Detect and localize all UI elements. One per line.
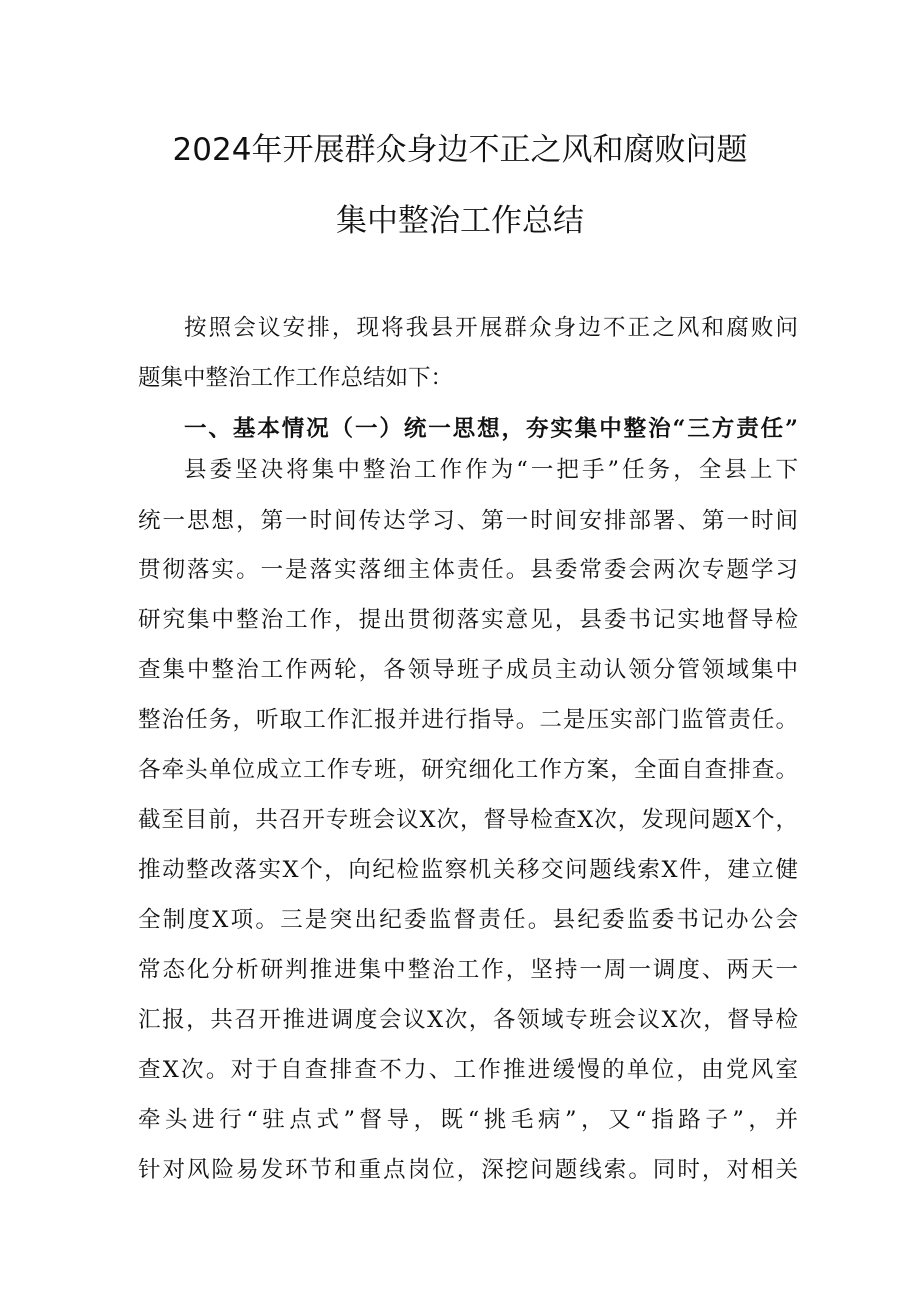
document-title-line-2: 集中整治工作总结	[336, 203, 584, 239]
body-line: 汇报，共召开推进调度会议X次，各领域专班会议X次，督导检	[138, 1007, 798, 1033]
body-line: 牵头进行“驻点式”督导，既“挑毛病”，又“指路子”，并	[138, 1107, 798, 1133]
body-line: 各牵头单位成立工作专班，研究细化工作方案，全面自查排查。	[138, 757, 798, 783]
body-line: 整治任务，听取工作汇报并进行指导。二是压实部门监管责任。	[138, 707, 798, 733]
body-line: 针对风险易发环节和重点岗位，深挖问题线索。同时，对相关	[138, 1157, 798, 1183]
body-line: 统一思想，第一时间传达学习、第一时间安排部署、第一时间	[138, 508, 798, 534]
body-line: 按照会议安排，现将我县开展群众身边不正之风和腐败问	[184, 315, 798, 341]
body-line: 截至目前，共召开专班会议X次，督导检查X次，发现问题X个，	[138, 807, 798, 833]
document-title-line-1: 2024年开展群众身边不正之风和腐败问题	[172, 132, 748, 168]
body-line: 常态化分析研判推进集中整治工作，坚持一周一调度、两天一	[138, 957, 798, 983]
body-line: 查X次。对于自查排查不力、工作推进缓慢的单位，由党风室	[138, 1057, 798, 1083]
body-line: 全制度X项。三是突出纪委监督责任。县纪委监委书记办公会	[138, 907, 798, 933]
body-line: 推动整改落实X个，向纪检监察机关移交问题线索X件，建立健	[138, 857, 798, 883]
body-line: 研究集中整治工作，提出贯彻落实意见，县委书记实地督导检	[138, 607, 798, 633]
body-line: 查集中整治工作两轮，各领导班子成员主动认领分管领域集中	[138, 657, 798, 683]
body-line: 题集中整治工作工作总结如下：	[138, 365, 454, 391]
section-heading: 一、基本情况（一）统一思想，夯实集中整治“三方责任”	[184, 416, 798, 442]
body-line: 县委坚决将集中整治工作作为“一把手”任务，全县上下	[184, 457, 798, 483]
body-line: 贯彻落实。一是落实落细主体责任。县委常委会两次专题学习	[138, 557, 798, 583]
